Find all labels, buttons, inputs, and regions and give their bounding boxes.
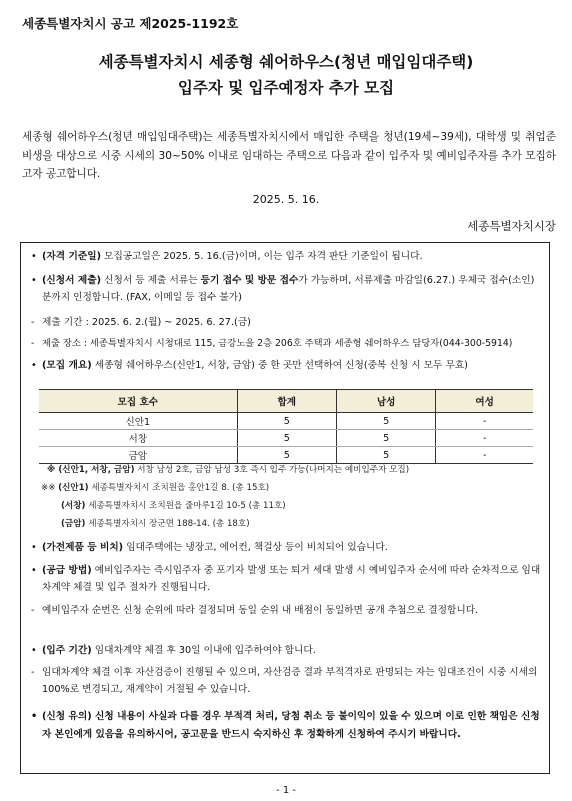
table-cell: 5	[336, 447, 435, 464]
item-text: 세종형 쉐어하우스(신안1, 서창, 금암) 중 한 곳만 선택하여 신청(중복 신청 시 모두 무효)	[91, 360, 468, 371]
column-header: 모집 호수	[39, 390, 237, 413]
table-cell: 5	[237, 430, 336, 447]
note-text: 세종특별자치시 장군면 188-14. (총 18호)	[85, 519, 250, 529]
note-label: (금암)	[61, 519, 86, 529]
table-cell: 5	[336, 413, 435, 430]
note-label: (서창)	[61, 501, 86, 511]
item-text: 임대주택에는 냉장고, 에어컨, 책걸상 등이 비치되어 있습니다.	[123, 542, 388, 553]
item-text: 신청서 등 제출 서류는	[101, 275, 201, 286]
movein-note: - 임대차계약 체결 이후 자산검증이 진행될 수 있으며, 자산검증 결과 부적격자로 판명되는 자는 임대조건이 시중 시세의 100%로 변경되고, 재계약이 거절될 수 있습니다.	[31, 665, 541, 698]
submission-period: - 제출 기간 : 2025. 6. 2.(월) ~ 2025. 6. 27.(금)	[31, 315, 541, 332]
item-label: (입주 기간)	[42, 645, 92, 656]
table-cell: -	[436, 447, 533, 464]
column-header: 합계	[237, 390, 336, 413]
table-row	[39, 413, 533, 430]
item-overview	[31, 358, 541, 375]
announcement-date: 2025. 5. 16.	[252, 193, 320, 206]
table-cell: -	[436, 430, 533, 447]
item-supply	[31, 563, 541, 596]
item-emphasis: 등기 접수 및 방문 접수	[200, 275, 299, 286]
item-text: 신청 내용이 사실과 다를 경우 부적격 처리, 당첨 취소 등 불이익이 있을 수 있으며 이로 인한 책임은 신청자 본인에게 있음을 유의하시어, 공고문을 반드시 숙지하신 후 정확하게 신청하여 주시기 바랍니다.	[42, 711, 540, 740]
table-cell: 신안1	[39, 413, 237, 430]
item-text: 예비입주자는 즉시입주자 중 포기자 발생 또는 퇴거 세대 발생 시 예비입주자 순서에 따라 순차적으로 임대차계약 체결 및 입주 절차가 진행됩니다.	[42, 565, 541, 593]
item-qualification	[31, 249, 541, 266]
details-box	[20, 242, 550, 774]
submission-place: - 제출 장소 : 세종특별자치시 시청대로 115, 금강노을 2층 206호 주택과 세종형 쉐어하우스 담당자(044-300-5914)	[31, 336, 541, 353]
note-text: 세종특별자치시 조치원읍 줄마루1길 10-5 (총 11호)	[85, 501, 286, 511]
table-row	[39, 430, 533, 447]
table-row	[39, 447, 533, 464]
recruitment-table	[39, 389, 533, 464]
intro-paragraph: 세종형 쉐어하우스(청년 매입임대주택)는 세종특별자치시에서 매입한 주택을 청년(19세~39세), 대학생 및 취업준비생을 대상으로 시중 시세의 30~50% 이내로 임대하는 주택으로 다음과 같이 입주자 및 예비입주자를 추가 모집하고자 공고합니다.	[22, 131, 556, 180]
item-text: 임대차계약 체결 후 30일 이내에 입주하여야 합니다.	[91, 645, 316, 656]
item-label: (신청서 제출)	[42, 275, 102, 286]
issuing-agency: 세종특별자치시장	[467, 219, 556, 233]
item-furnished	[31, 540, 541, 557]
note-address-sinan	[41, 481, 269, 496]
item-label: (공급 방법)	[42, 565, 92, 576]
item-label: (자격 기준일)	[42, 251, 102, 262]
note-address-geumam	[61, 517, 250, 532]
note-mark: ※※	[41, 483, 59, 493]
column-header: 남성	[336, 390, 435, 413]
table-header-row	[39, 390, 533, 413]
item-movein	[31, 643, 541, 660]
table-cell: 서창	[39, 430, 237, 447]
table-cell: 5	[237, 413, 336, 430]
item-text: 가 가능하며, 서류제출 마감일(6.27.) 우체국 접수(소인)분까지 인정합니다. (FAX, 이메일 등 접수 불가)	[42, 275, 535, 303]
table-cell: -	[436, 413, 533, 430]
note-text: 세종특별자치시 조치원읍 홍안1길 8. (총 15호)	[88, 483, 270, 493]
item-text: 모집공고일은 2025. 5. 16.(금)이며, 이는 입주 자격 판단 기준일이 됩니다.	[101, 251, 423, 262]
supply-note: - 예비입주자 순번은 신청 순위에 따라 결정되며 동일 순위 내 배점이 동일하면 공개 추첨으로 결정합니다.	[31, 603, 541, 620]
note-label: (신안1)	[58, 483, 89, 493]
note-label: ※ (신안1, 서창, 금암)	[47, 465, 135, 475]
note-text: 서창 남성 2호, 금암 남성 3호 즉시 입주 가능(나머지는 예비입주자 모집)	[134, 465, 410, 475]
document-title: 세종특별자치시 세종형 쉐어하우스(청년 매입임대주택)	[98, 53, 474, 71]
document-subtitle: 입주자 및 입주예정자 추가 모집	[177, 79, 395, 97]
item-submission	[31, 273, 541, 306]
item-label: (신청 유의)	[42, 711, 92, 722]
item-caution	[31, 708, 541, 743]
table-cell: 금암	[39, 447, 237, 464]
page-number: - 1 -	[276, 785, 296, 796]
note-availability	[47, 463, 409, 478]
table-cell: 5	[336, 430, 435, 447]
item-label: (모집 개요)	[42, 360, 92, 371]
item-label: (가전제품 등 비치)	[42, 542, 124, 553]
column-header: 여성	[436, 390, 533, 413]
note-address-seochang	[61, 499, 286, 514]
table-cell: 5	[237, 447, 336, 464]
notice-number: 세종특별자치시 공고 제2025-1192호	[22, 16, 239, 31]
